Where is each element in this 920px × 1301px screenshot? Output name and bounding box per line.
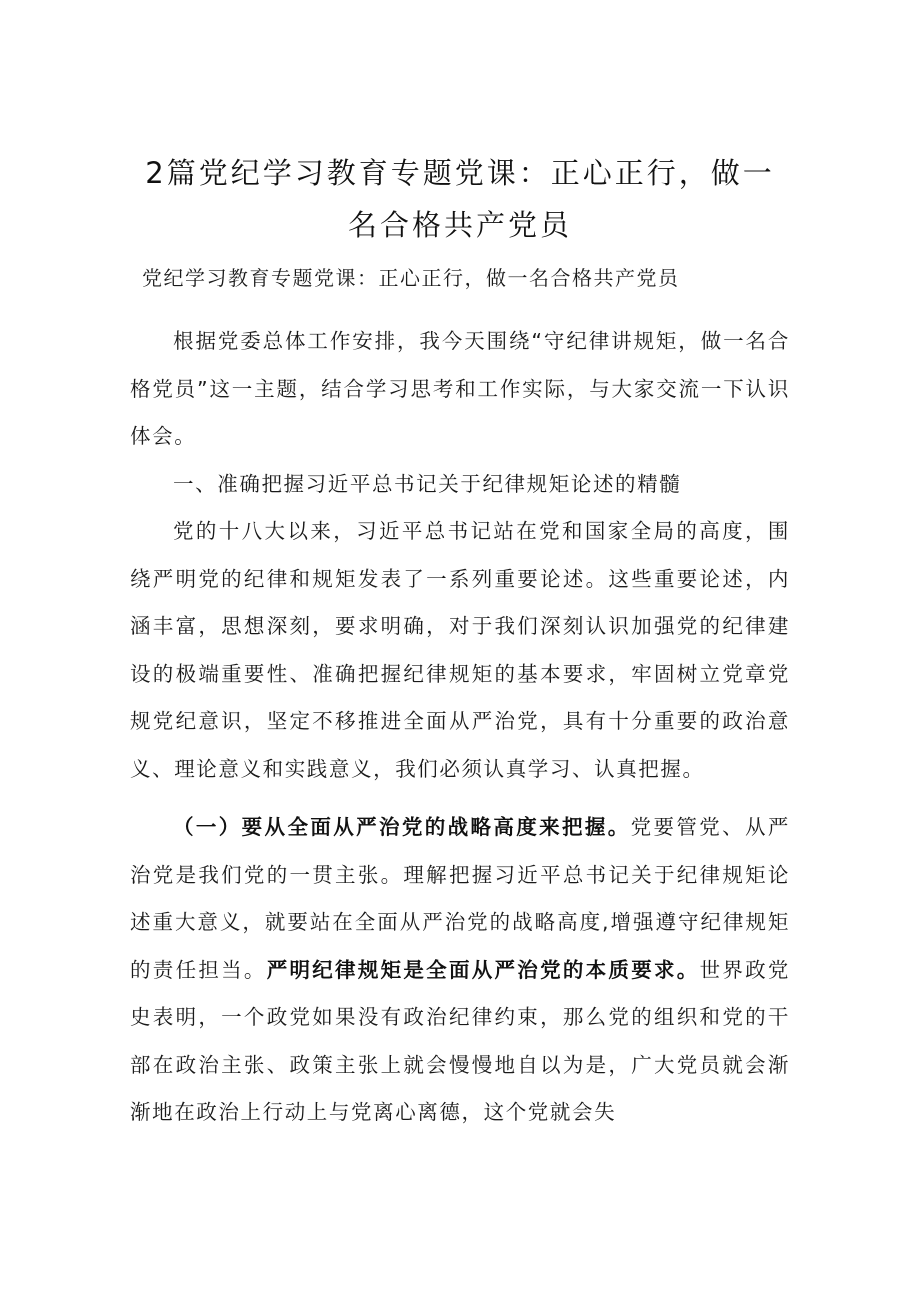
document-subtitle: 党纪学习教育专题党课：正心正行，做一名合格共产党员 <box>142 266 680 290</box>
document-body <box>130 318 790 1137</box>
point-1-bold-lead: （一）要从全面从严治党的战略高度来把握。 <box>173 815 631 839</box>
document-title <box>120 147 800 251</box>
intro-paragraph: 根据党委总体工作安排，我今天围绕“守纪律讲规矩，做一名合格党员”这一主题，结合学习思考和工作实际，与大家交流一下认识体会。 <box>130 329 790 448</box>
point-1-paragraph <box>130 804 790 1137</box>
point-1-text-continued: 世界政党史表明，一个政党如果没有政治纪律约束，那么党的组织和党的干部在政治主张、政策主张上就会慢慢地自以为是，广大党员就会渐渐地在政治上行动上与党离心离德，这个党就会失 <box>130 957 791 1124</box>
section-1-heading: 一、准确把握习近平总书记关于纪律规矩论述的精髓 <box>173 471 682 496</box>
section-1-paragraph: 党的十八大以来，习近平总书记站在党和国家全局的高度，围绕严明党的纪律和规矩发表了一系列重要论述。这些重要论述，内涵丰富，思想深刻，要求明确，对于我们深刻认识加强党的纪律建设的极端重要性、准确把握纪律规矩的基本要求，牢固树立党章党规党纪意识，坚定不移推进全面从严治党，具有十分重要的政治意义、理论意义和实践意义，我们必须认真学习、认真把握。 <box>130 519 790 781</box>
title-line-1: 2篇党纪学习教育专题党课：正心正行，做一 <box>145 156 775 191</box>
point-1-bold-emphasis: 严明纪律规矩是全面从严治党的本质要求。 <box>266 957 700 982</box>
title-line-2: 名合格共产党员 <box>347 208 572 243</box>
point-1-text: 党要管党、从严治党是我们党的一贯主张。理解把握习近平总书记关于纪律规矩论述重大意义，就要站在全面从严治党的战略高度,增强遵守纪律规矩的责任担当。 <box>130 815 790 982</box>
